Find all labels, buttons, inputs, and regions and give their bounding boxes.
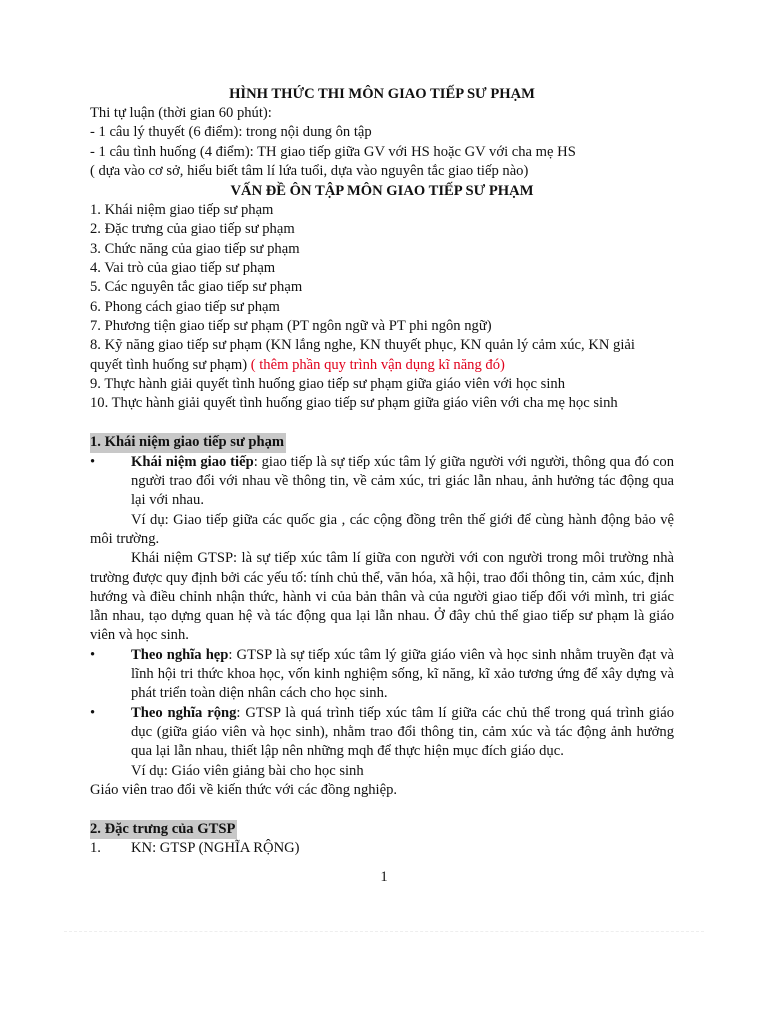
bullet-mark: • — [90, 453, 96, 470]
exam-info-line: - 1 câu lý thuyết (6 điểm): trong nội dung ôn tập — [90, 124, 372, 141]
paragraph-text: : GTSP là quá trình tiếp xúc tâm lí giữa các chủ thể trong quá trình giáo dục (giữa giáo viên và học sinh), nhằm trao đổi thông tin, cảm xúc và tác động ảnh hưởng qua lại lẫn nhau, thiết lập nên những mqh để thực hiện mục đích giáo dục. — [131, 704, 674, 760]
review-item: 5. Các nguyên tắc giao tiếp sư phạm — [90, 279, 303, 296]
review-item: 9. Thực hành giải quyết tình huống giao tiếp sư phạm giữa giáo viên với học sinh — [90, 375, 565, 392]
exam-info-line: ( dựa vào cơ sở, hiểu biết tâm lí lứa tuổi, dựa vào nguyên tắc giao tiếp nào) — [90, 162, 529, 179]
review-item: 4. Vai trò của giao tiếp sư phạm — [90, 260, 276, 277]
bold-term: Theo nghĩa rộng — [131, 704, 237, 721]
review-item: 6. Phong cách giao tiếp sư phạm — [90, 298, 280, 315]
exam-format-title: HÌNH THỨC THI MÔN GIAO TIẾP SƯ PHẠM — [229, 86, 535, 102]
bullet-paragraph — [90, 704, 674, 762]
bold-term: Theo nghĩa hẹp — [131, 646, 229, 663]
page-number: 1 — [380, 869, 388, 885]
bullet-mark: • — [90, 646, 96, 663]
numbered-item — [90, 839, 674, 858]
section-1 — [90, 433, 674, 800]
item-number: 1. — [90, 840, 101, 857]
review-item: 8. Kỹ năng giao tiếp sư phạm (KN lắng nghe, KN thuyết phục, KN quản lý cảm xúc, KN giải — [90, 337, 635, 354]
section-heading: 1. Khái niệm giao tiếp sư phạm — [90, 433, 286, 452]
example-paragraph: Ví dụ: Giáo viên giảng bài cho học sinh — [131, 762, 364, 779]
bold-term: Khái niệm giao tiếp — [131, 453, 254, 470]
review-item: 7. Phương tiện giao tiếp sư phạm (PT ngôn ngữ và PT phi ngôn ngữ) — [90, 317, 492, 334]
review-list — [90, 201, 674, 413]
review-item: 10. Thực hành giải quyết tình huống giao tiếp sư phạm giữa giáo viên với cha mẹ học sinh — [90, 395, 618, 412]
document-page — [90, 80, 674, 859]
review-item: 3. Chức năng của giao tiếp sư phạm — [90, 240, 300, 257]
review-item-text: quyết tình huống sư phạm) — [90, 356, 248, 373]
section-2 — [90, 820, 674, 859]
bullet-paragraph — [90, 453, 674, 511]
example-paragraph: Ví dụ: Giao tiếp giữa các quốc gia , các cộng đồng trên thế giới để cùng hành động bảo vệ môi trường. — [90, 511, 674, 547]
page-bottom-divider — [64, 931, 704, 932]
exam-info-line: Thi tự luận (thời gian 60 phút): — [90, 105, 272, 121]
bullet-mark: • — [90, 704, 96, 721]
review-item-continued — [90, 356, 674, 375]
review-item: 1. Khái niệm giao tiếp sư phạm — [90, 202, 274, 219]
definition-paragraph: Khái niệm GTSP: là sự tiếp xúc tâm lí giữa con người với con người trong môi trường nhà trường được quy định bởi các yếu tố: tính chủ thể, văn hóa, xã hội, trao đổi thông tin, cảm xúc, định hướng và điều chỉnh nhận thức, hành vi của bản thân và của người giao tiếp đối với mình, tri giác lẫn nhau, tạo dựng quan hệ và tác động qua lại lẫn nhau. Ở đây chủ thể giao tiếp sư phạm là giáo viên và học sinh. — [90, 550, 674, 644]
review-item: 2. Đặc trưng của giao tiếp sư phạm — [90, 221, 295, 238]
example-paragraph: Giáo viên trao đổi về kiến thức với các đồng nghiệp. — [90, 781, 398, 798]
section-heading: 2. Đặc trưng của GTSP — [90, 820, 237, 839]
review-title: VẤN ĐỀ ÔN TẬP MÔN GIAO TIẾP SƯ PHẠM — [230, 183, 534, 200]
review-item-note: ( thêm phần quy trình vận dụng kĩ năng đó) — [250, 356, 505, 373]
bullet-paragraph — [90, 646, 674, 704]
exam-info-line: - 1 câu tình huống (4 điểm): TH giao tiếp giữa GV với HS hoặc GV với cha mẹ HS — [90, 143, 576, 160]
item-text: KN: GTSP (NGHĨA RỘNG) — [131, 840, 300, 857]
paragraph-text: : GTSP là sự tiếp xúc tâm lý giữa giáo viên và học sinh nhằm truyền đạt và lĩnh hội tri thức khoa học, vốn kinh nghiệm sống, kĩ năng, kĩ xảo tương ứng để xây dựng và phát triển toàn diện nhân cách cho học sinh. — [131, 646, 674, 702]
paragraph-text: : giao tiếp là sự tiếp xúc tâm lý giữa người với người, thông qua đó con người trao đổi với nhau về thông tin, về cảm xúc, tri giác lẫn nhau, ảnh hưởng tác động qua lại với nhau. — [131, 453, 675, 509]
